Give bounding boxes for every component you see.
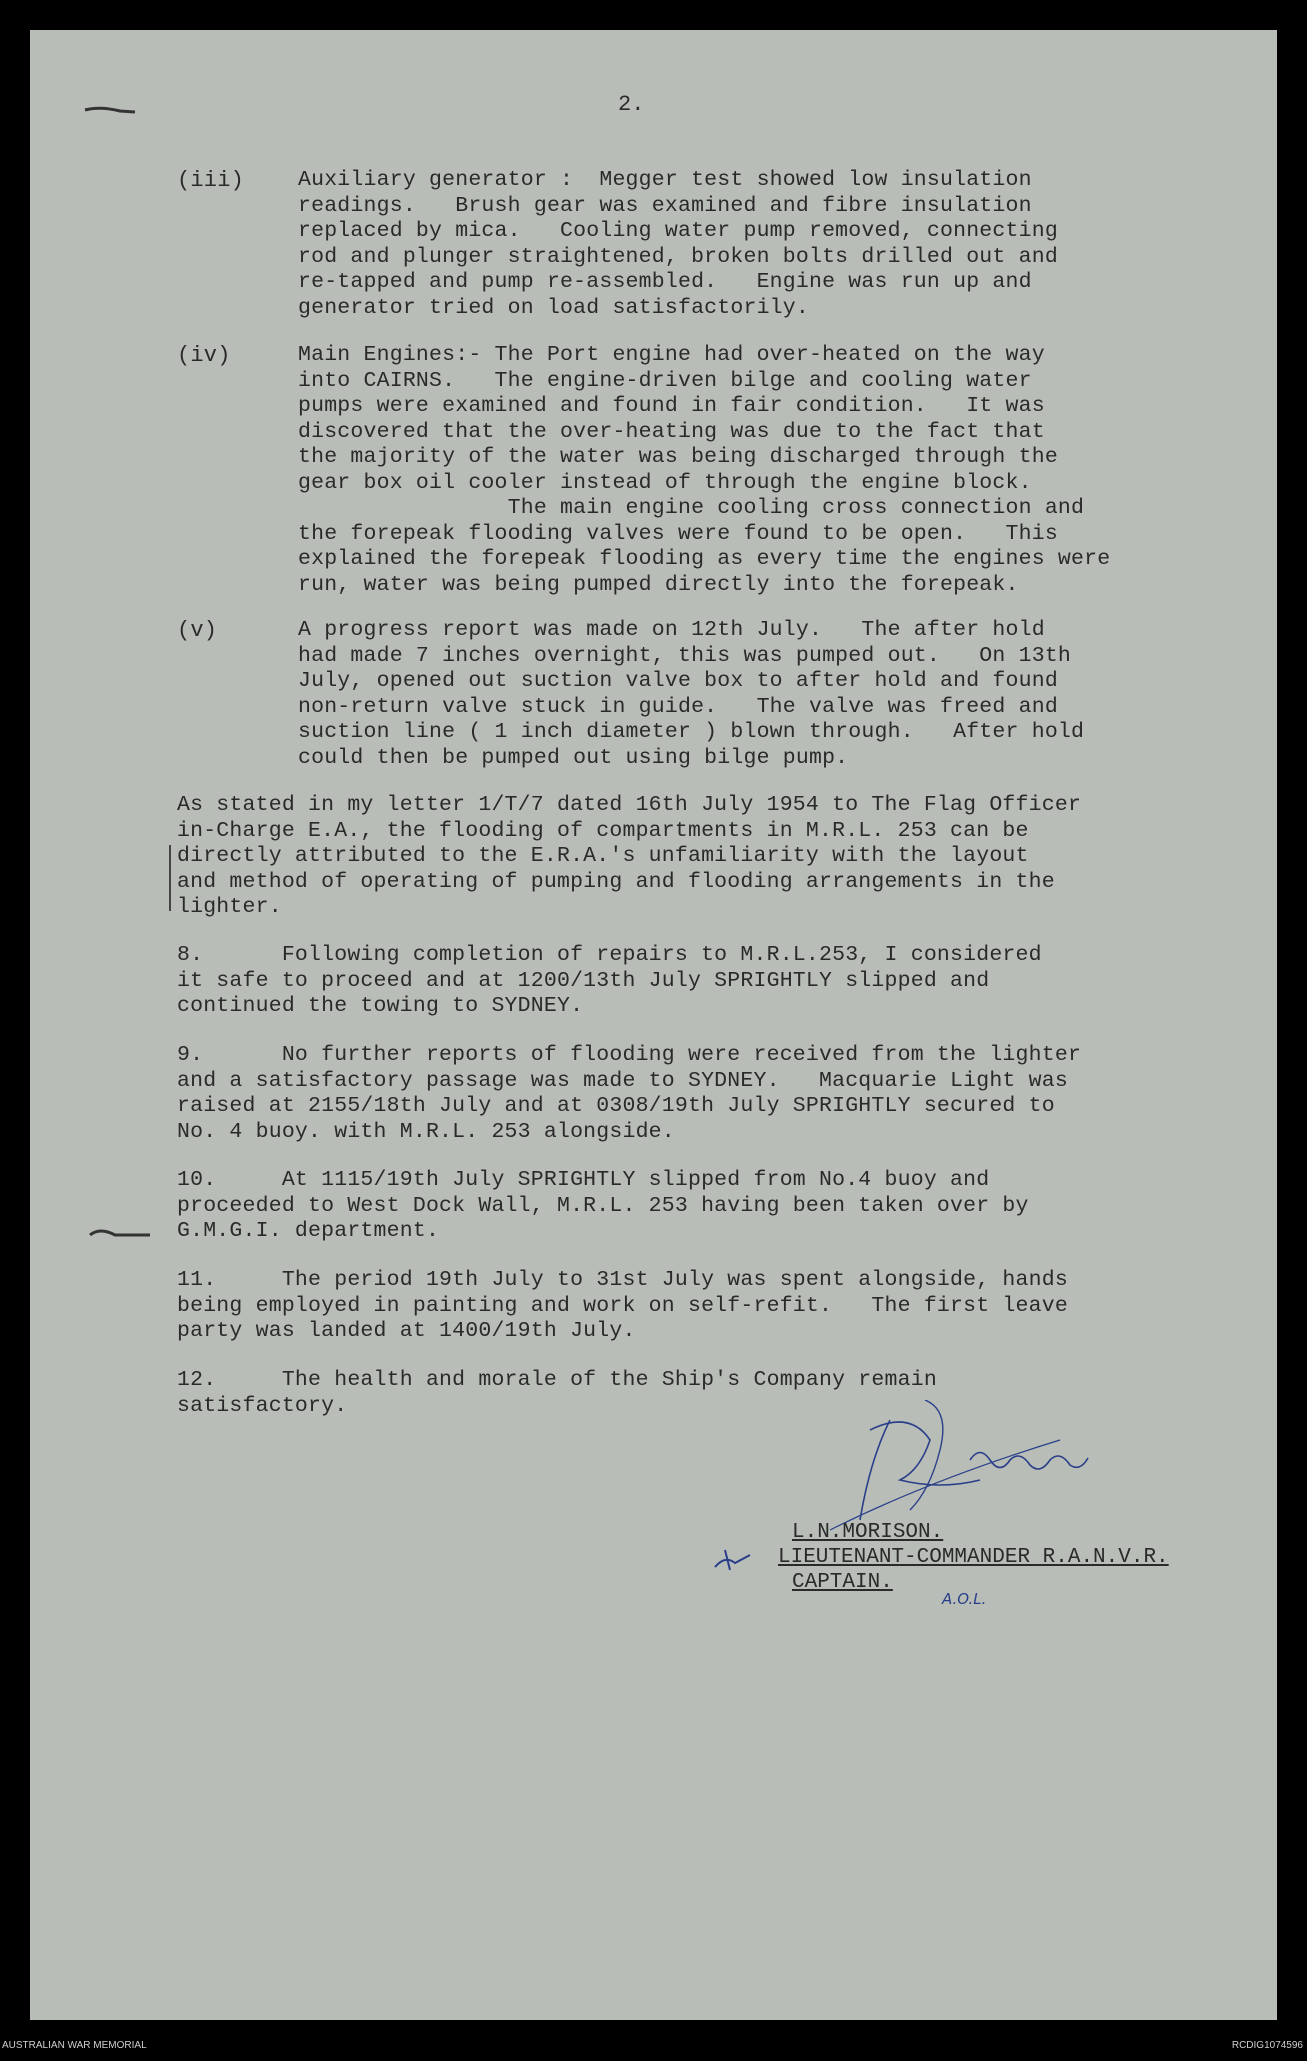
- item-body: [298, 168, 1058, 321]
- text-line: 9. No further reports of flooding were received from the lighter: [177, 1043, 1082, 1067]
- text-line: The main engine cooling cross connection and: [298, 496, 1085, 520]
- text-line: continued the towing to SYDNEY.: [177, 994, 584, 1018]
- margin-bracket: [166, 843, 174, 913]
- text-line: replaced by mica. Cooling water pump removed, connecting: [298, 219, 1058, 243]
- text-line: it safe to proceed and at 1200/13th July SPRIGHTLY slipped and: [177, 968, 990, 993]
- text-line: into CAIRNS. The engine-driven bilge and cooling water: [298, 368, 1032, 393]
- handwritten-signature: [830, 1400, 1150, 1540]
- pen-mark-for: [710, 1545, 760, 1575]
- text-line: party was landed at 1400/19th July.: [177, 1319, 636, 1343]
- text-line: run, water was being pumped directly into the forepeak.: [298, 572, 1019, 597]
- margin-mark-bottom: [85, 1225, 155, 1245]
- paragraph-9: [177, 1043, 1081, 1145]
- text-line: lighter.: [177, 895, 282, 919]
- text-line: and a satisfactory passage was made to SYDNEY. Macquarie Light was: [177, 1068, 1068, 1093]
- margin-mark-top: [80, 100, 140, 120]
- text-line: the majority of the water was being discharged through the: [298, 445, 1058, 469]
- paragraph-12: [177, 1368, 937, 1419]
- text-line: had made 7 inches overnight, this was pumped out. On 13th: [298, 643, 1072, 668]
- text-line: 11. The period 19th July to 31st July was spent alongside, hands: [177, 1268, 1068, 1292]
- text-line: the forepeak flooding valves were found to be open. This: [298, 521, 1058, 546]
- text-line: readings. Brush gear was examined and fibre insulation: [298, 193, 1032, 218]
- text-line: suction line ( 1 inch diameter ) blown through. After hold: [298, 720, 1085, 744]
- text-line: raised at 2155/18th July and at 0308/19th July SPRIGHTLY secured to: [177, 1094, 1055, 1118]
- text-line: Auxiliary generator : Megger test showed low insulation: [298, 168, 1032, 192]
- text-line: Main Engines:- The Port engine had over-heated on the way: [298, 343, 1045, 367]
- text-line: As stated in my letter 1/T/7 dated 16th July 1954 to The Flag Officer: [177, 793, 1082, 817]
- signatory-name: L.N.MORISON.: [792, 1521, 944, 1544]
- paragraph-8: [177, 943, 1042, 1020]
- text-line: and method of operating of pumping and flooding arrangements in the: [177, 869, 1055, 894]
- footer-reference: RCDIG1074596: [1231, 2040, 1303, 2051]
- text-line: re-tapped and pump re-assembled. Engine was run up and: [298, 270, 1032, 294]
- text-line: A progress report was made on 12th July. The after hold: [298, 618, 1045, 642]
- signatory-rank: LIEUTENANT-COMMANDER R.A.N.V.R.: [778, 1546, 1169, 1569]
- signatory-title: CAPTAIN.: [792, 1571, 893, 1594]
- text-line: directly attributed to the E.R.A.'s unfamiliarity with the layout: [177, 844, 1029, 868]
- text-line: July, opened out suction valve box to after hold and found: [298, 669, 1058, 693]
- text-line: 10. At 1115/19th July SPRIGHTLY slipped from No.4 buoy and: [177, 1168, 990, 1192]
- paragraph-11: [177, 1268, 1068, 1345]
- text-line: could then be pumped out using bilge pump.: [298, 745, 849, 770]
- text-line: 8. Following completion of repairs to M.R.L.253, I considered: [177, 943, 1042, 967]
- item-number: (v): [177, 618, 218, 643]
- item-body: [298, 618, 1084, 771]
- item-number: (iii): [177, 168, 245, 193]
- text-line: 12. The health and morale of the Ship's Company remain: [177, 1368, 937, 1392]
- text-line: rod and plunger straightened, broken bolts drilled out and: [298, 244, 1058, 269]
- handwritten-initials: A.O.L.: [942, 1590, 987, 1608]
- text-line: proceeded to West Dock Wall, M.R.L. 253 having been taken over by: [177, 1193, 1029, 1218]
- document-page: [30, 30, 1277, 2020]
- signature-block: [778, 1520, 1169, 1595]
- item-body: [298, 343, 1110, 598]
- text-line: satisfactory.: [177, 1393, 348, 1418]
- text-line: non-return valve stuck in guide. The valve was freed and: [298, 694, 1058, 719]
- text-line: being employed in painting and work on self-refit. The first leave: [177, 1293, 1068, 1318]
- text-line: G.M.G.I. department.: [177, 1219, 440, 1243]
- item-number: (iv): [177, 343, 231, 368]
- paragraph-10: [177, 1168, 1029, 1245]
- text-line: in-Charge E.A., the flooding of compartments in M.R.L. 253 can be: [177, 818, 1029, 843]
- text-line: explained the forepeak flooding as every time the engines were: [298, 547, 1111, 571]
- text-line: No. 4 buoy. with M.R.L. 253 alongside.: [177, 1119, 675, 1144]
- paragraph: [177, 793, 1081, 921]
- text-line: generator tried on load satisfactorily.: [298, 295, 809, 320]
- text-line: pumps were examined and found in fair condition. It was: [298, 394, 1045, 418]
- text-line: gear box oil cooler instead of through the engine block.: [298, 470, 1032, 495]
- page-number: 2.: [618, 92, 645, 117]
- footer-credit: AUSTRALIAN WAR MEMORIAL: [2, 2040, 147, 2051]
- text-line: discovered that the over-heating was due to the fact that: [298, 419, 1045, 444]
